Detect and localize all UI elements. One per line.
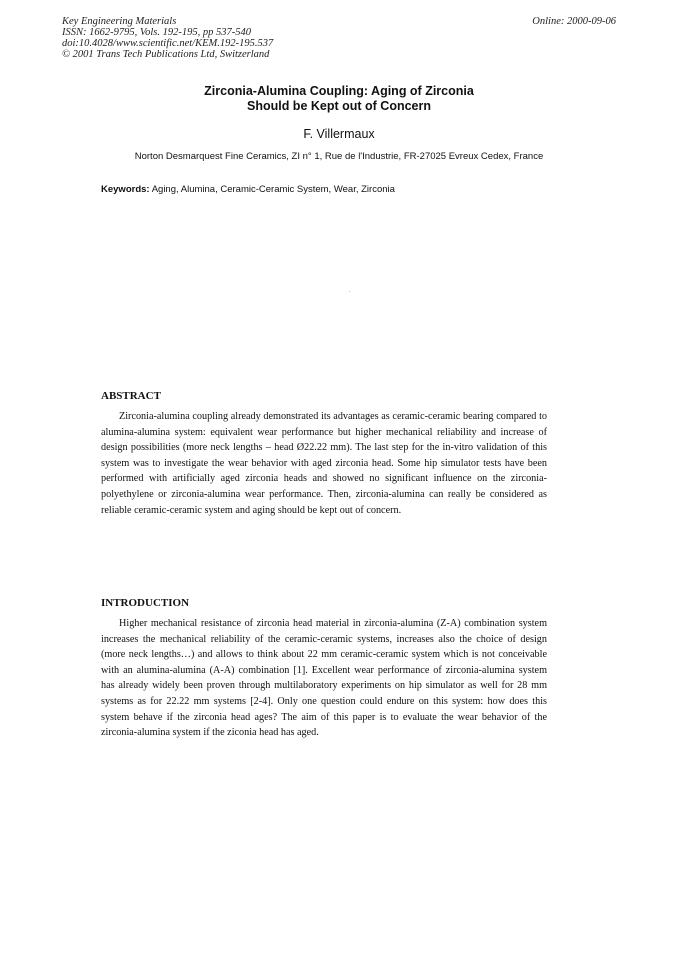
introduction-paragraph: Higher mechanical resistance of zirconia head material in zirconia-alumina (Z-A) combination system increases the mechanical reliability of the ceramic-ceramic systems, increases also the choice of design (more neck lengths…) and allows to think about 22 mm ceramic-ceramic system which is not conceivable with an alumina-alumina (A-A) combination [1]. Excellent wear performance of zirconia-alumina system has already widely been proven through multilaboratory experiments on hip simulator as well for 28 mm systems as for 22.22 mm systems [2-4]. Only one question could endure on this system: how does this system behave if the zirconia head ages? The aim of this paper is to evaluate the wear behavior of the zirconia-alumina system if the ziconia head has aged. — [101, 618, 547, 739]
abstract-paragraph: Zirconia-alumina coupling already demonstrated its advantages as ceramic-ceramic bearing compared to alumina-alumina system: equivalent wear performance but higher mechanical reliability and increase of design possibilities (more neck lengths – head Ø22.22 mm). The last step for the in-vitro validation of this system was to investigate the wear behavior with aged zirconia head. Some hip simulator tests have been performed with artificially aged zirconia heads and showed no significant influence on the zirconia-polyethylene or zirconia-alumina wear performance. Then, zirconia-alumina can really be considered as reliable ceramic-ceramic system and aging should be kept out of concern. — [101, 411, 547, 516]
scan-speck — [349, 291, 350, 292]
copyright-line: © 2001 Trans Tech Publications Ltd, Switzerland — [62, 49, 270, 60]
abstract-heading: ABSTRACT — [101, 390, 161, 402]
online-date: Online: 2000-09-06 — [532, 16, 616, 27]
title-line-1: Zirconia-Alumina Coupling: Aging of Zirconia — [204, 84, 474, 98]
title-line-2: Should be Kept out of Concern — [246, 99, 431, 113]
keywords — [101, 184, 395, 195]
keywords-list: Aging, Alumina, Ceramic-Ceramic System, Wear, Zirconia — [151, 184, 395, 195]
abstract-body — [101, 409, 547, 518]
doi-line: doi:10.4028/www.scientific.net/KEM.192-195.537 — [62, 38, 274, 49]
affiliation: Norton Desmarquest Fine Ceramics, ZI n° 1, Rue de l'Industrie, FR-27025 Evreux Cedex, France — [134, 151, 544, 162]
keywords-label: Keywords: — [101, 184, 150, 195]
issn-line: ISSN: 1662-9795, Vols. 192-195, pp 537-540 — [62, 27, 251, 38]
author: F. Villermaux — [303, 127, 375, 141]
page-title — [0, 84, 678, 114]
journal-header — [62, 16, 273, 60]
introduction-body — [101, 616, 547, 741]
journal-name: Key Engineering Materials — [62, 16, 177, 27]
introduction-heading: INTRODUCTION — [101, 597, 190, 609]
